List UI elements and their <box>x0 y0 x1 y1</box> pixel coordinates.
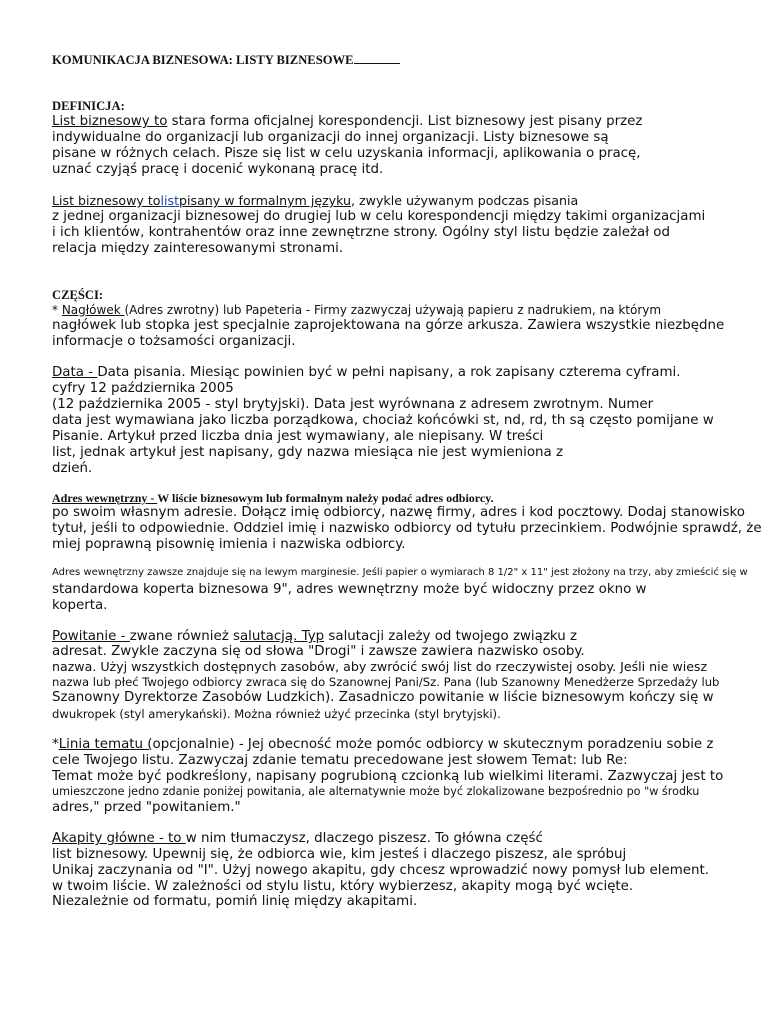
definicja-p2-line-2: z jednej organizacji biznesowej do drugiej lub w celu korespondencji między takimi organizacjami <box>52 209 706 224</box>
czesci-heading: CZĘŚCI: <box>52 288 104 302</box>
definicja-heading: DEFINICJA: <box>52 99 125 113</box>
title-underline-rule <box>354 62 400 64</box>
akapity-line-5: Niezależnie od formatu, pomiń linię między akapitami. <box>52 894 418 909</box>
definicja-line-4: uznać czyjąś pracę i docenić wykonaną pracę itd. <box>52 162 384 177</box>
linia-line-4: umieszczone jedno zdanie poniżej powitania, ale alternatywnie może być zlokalizowane bezpośrednio po "w środku <box>52 785 700 798</box>
data-line-1: Data - Data pisania. Miesiąc powinien być w pełni napisany, a rok zapisany czterema cyframi. <box>52 365 681 380</box>
powitanie-line-5: Szanowny Dyrektorze Zasobów Ludzkich). Zasadniczo powitanie w liście biznesowym kończy się w <box>52 690 714 705</box>
adres-line-5: standardowa koperta biznesowa 9", adres wewnętrzny może być widoczny przez okno w <box>52 582 647 597</box>
naglowek-line-2: nagłówek lub stopka jest specjalnie zaprojektowana na górze arkusza. Zawiera wszystkie niezbędne <box>52 318 725 333</box>
powitanie-line-6: dwukropek (styl amerykański). Można również użyć przecinka (styl brytyjski). <box>52 707 501 721</box>
document-title: KOMUNIKACJA BIZNESOWA: LISTY BIZNESOWE <box>52 52 400 68</box>
naglowek-line-3: informacje o tożsamości organizacji. <box>52 334 296 349</box>
data-line-2: cyfry 12 października 2005 <box>52 381 234 396</box>
adres-line-3: tytuł, jeśli to odpowiednie. Oddziel imię i nazwisko odbiorcy od tytułu przecinkiem. Podwójnie sprawdź, że <box>52 521 762 536</box>
adres-small-line: Adres wewnętrzny zawsze znajduje się na lewym marginesie. Jeśli papier o wymiarach 8 1/2" x 11" jest złożony na trzy, aby zmieścić się w <box>52 567 748 578</box>
data-line-5: Pisanie. Artykuł przed liczba dnia jest wymawiany, ale niepisany. W treści <box>52 429 544 444</box>
definicja-line-3: pisane w różnych celach. Pisze się list w celu uzyskania informacji, aplikowania o pracę, <box>52 146 641 161</box>
linia-line-3: Temat może być podkreślony, napisany pogrubioną czcionką lub wielkimi literami. Zazwyczaj jest to <box>52 769 724 784</box>
adres-line-6: koperta. <box>52 598 108 613</box>
akapity-line-2: list biznesowy. Upewnij się, że odbiorca wie, kim jesteś i dlaczego piszesz, ale spróbuj <box>52 847 627 862</box>
adres-line-1: Adres wewnętrzny - W liście biznesowym lub formalnym należy podać adres odbiorcy. <box>52 491 494 505</box>
definicja-p2-line-3: i ich klientów, kontrahentów oraz inne zewnętrzne strony. Ogólny styl listu będzie zależał od <box>52 225 670 240</box>
data-line-7: dzień. <box>52 461 93 476</box>
powitanie-line-4: nazwa lub płeć Twojego odbiorcy zwraca się do Szanownej Pani/Sz. Pana (lub Szanowny Menedżerze Sprzedaży lub <box>52 675 720 689</box>
definicja-line-1: List biznesowy to stara forma oficjalnej korespondencji. List biznesowy jest pisany przez <box>52 114 643 129</box>
definicja-p2-line-4: relacja między zainteresowanymi stronami. <box>52 241 344 256</box>
powitanie-line-1: Powitanie - zwane również salutacją. Typ salutacji zależy od twojego związku z <box>52 629 578 644</box>
definicja-line-2: indywidualne do organizacji lub organizacji do innej organizacji. Listy biznesowe są <box>52 130 609 145</box>
definicja-p2-line-1: List biznesowy tolistpisany w formalnym języku, zwykle używanym podczas pisania <box>52 193 579 208</box>
adres-line-2: po swoim własnym adresie. Dołącz imię odbiorcy, nazwę firmy, adres i kod pocztowy. Dodaj stanowisko <box>52 505 745 520</box>
data-line-4: data jest wymawiana jako liczba porządkowa, chociaż końcówki st, nd, rd, th są często pomijane w <box>52 413 714 428</box>
linia-line-5: adres," przed "powitaniem." <box>52 800 241 815</box>
powitanie-line-3: nazwa. Użyj wszystkich dostępnych zasobów, aby zwrócić swój list do rzeczywistej osoby. Jeśli nie wiesz <box>52 659 708 674</box>
adres-line-4: miej poprawną pisownię imienia i nazwiska odbiorcy. <box>52 537 406 552</box>
data-line-6: list, jednak artykuł jest napisany, gdy nazwa miesiąca nie jest wymieniona z <box>52 445 564 460</box>
akapity-line-3: Unikaj zaczynania od "I". Użyj nowego akapitu, gdy chcesz wprowadzić nowy pomysł lub element. <box>52 863 710 878</box>
linia-line-2: cele Twojego listu. Zazwyczaj zdanie tematu precedowane jest słowem Temat: lub Re: <box>52 753 628 768</box>
akapity-line-4: w twoim liście. W zależności od stylu listu, który wybierzesz, akapity mogą być wcięte. <box>52 879 634 894</box>
linia-line-1: *Linia tematu (opcjonalnie) - Jej obecność może pomóc odbiorcy w skutecznym poradzeniu sobie z <box>52 737 714 752</box>
powitanie-line-2: adresat. Zwykle zaczyna się od słowa "Drogi" i zawsze zawiera nazwisko osoby. <box>52 644 585 659</box>
naglowek-line-1: * Nagłówek (Adres zwrotny) lub Papeteria - Firmy zazwyczaj używają papieru z nadrukiem, na którym <box>52 303 662 317</box>
akapity-line-1: Akapity główne - to w nim tłumaczysz, dlaczego piszesz. To główna część <box>52 831 543 846</box>
list-link[interactable]: list <box>160 193 180 208</box>
data-line-3: (12 października 2005 - styl brytyjski). Data jest wyrównana z adresem zwrotnym. Numer <box>52 397 654 412</box>
